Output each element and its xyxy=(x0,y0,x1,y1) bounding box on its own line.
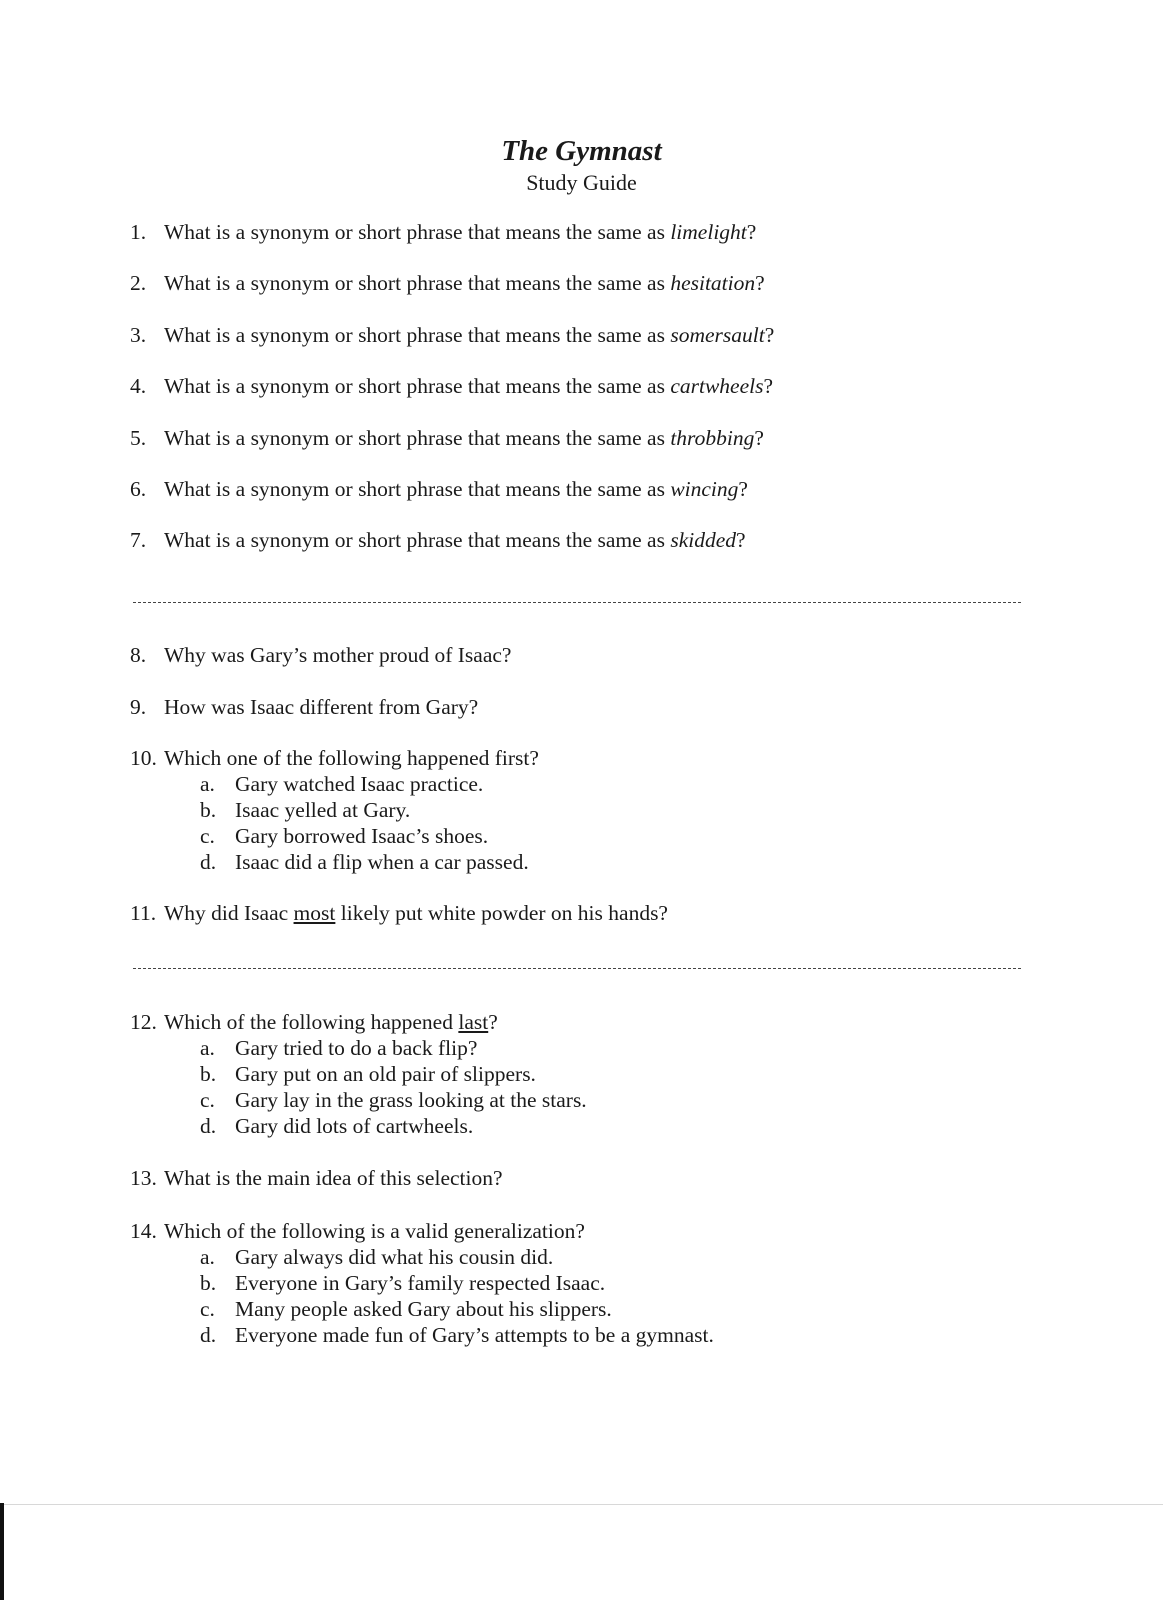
question-number: 3. xyxy=(130,323,147,347)
question-mark: ? xyxy=(738,477,748,501)
option-14b xyxy=(200,1270,605,1296)
option-letter: b. xyxy=(200,1062,217,1086)
question-mark: ? xyxy=(754,426,764,450)
question-7 xyxy=(130,527,746,553)
vocab-word: limelight xyxy=(670,220,747,244)
question-number: 2. xyxy=(130,271,147,295)
question-14 xyxy=(130,1218,585,1244)
section-divider xyxy=(133,602,1021,603)
option-letter: a. xyxy=(200,1245,215,1269)
question-text: Why did Isaac xyxy=(164,901,294,925)
question-mark: ? xyxy=(764,323,775,347)
question-number: 4. xyxy=(130,374,147,398)
option-text: Gary tried to do a back flip? xyxy=(235,1036,478,1060)
option-14c xyxy=(200,1296,612,1322)
question-13 xyxy=(130,1165,503,1191)
option-text: Everyone in Gary’s family respected Isaac. xyxy=(235,1271,606,1295)
question-text: What is a synonym or short phrase that means the same as xyxy=(164,220,671,244)
option-letter: a. xyxy=(200,772,215,796)
question-text: What is the main idea of this selection? xyxy=(164,1166,503,1190)
section-divider xyxy=(133,968,1021,969)
question-number: 12. xyxy=(130,1010,157,1034)
question-text: What is a synonym or short phrase that means the same as xyxy=(164,426,671,450)
question-5 xyxy=(130,425,764,451)
option-text: Gary put on an old pair of slippers. xyxy=(235,1062,536,1086)
page-title: The Gymnast xyxy=(501,135,662,167)
option-letter: b. xyxy=(200,1271,217,1295)
question-text: What is a synonym or short phrase that means the same as xyxy=(164,477,671,501)
option-14d xyxy=(200,1322,714,1348)
vocab-word: wincing xyxy=(670,477,739,501)
question-text: Which one of the following happened first? xyxy=(164,746,539,770)
page-subtitle: Study Guide xyxy=(526,170,637,195)
question-mark: ? xyxy=(736,528,746,552)
question-text-end: ? xyxy=(488,1010,498,1034)
scan-artifact-line xyxy=(0,1504,1163,1505)
option-letter: c. xyxy=(200,1088,215,1112)
option-letter: d. xyxy=(200,850,217,874)
option-12a xyxy=(200,1035,477,1061)
question-3 xyxy=(130,322,774,348)
question-number: 11. xyxy=(130,901,157,925)
option-text: Gary lay in the grass looking at the stars. xyxy=(235,1088,587,1112)
question-number: 1. xyxy=(130,220,147,244)
option-10d xyxy=(200,849,529,875)
question-text: Why was Gary’s mother proud of Isaac? xyxy=(164,643,512,667)
option-12d xyxy=(200,1113,473,1139)
question-text: What is a synonym or short phrase that means the same as xyxy=(164,528,671,552)
question-12 xyxy=(130,1009,498,1035)
question-text: What is a synonym or short phrase that means the same as xyxy=(164,374,671,398)
question-11 xyxy=(130,900,668,926)
question-text: Which of the following is a valid generalization? xyxy=(164,1219,585,1243)
scan-artifact-edge xyxy=(0,1503,4,1600)
question-6 xyxy=(130,476,748,502)
question-number: 5. xyxy=(130,426,147,450)
question-10 xyxy=(130,745,539,771)
question-4 xyxy=(130,373,773,399)
option-letter: c. xyxy=(200,1297,215,1321)
question-number: 13. xyxy=(130,1166,157,1190)
question-8 xyxy=(130,642,511,668)
option-letter: b. xyxy=(200,798,217,822)
question-number: 9. xyxy=(130,695,147,719)
option-text: Gary watched Isaac practice. xyxy=(235,772,484,796)
option-text: Everyone made fun of Gary’s attempts to be a gymnast. xyxy=(235,1323,714,1347)
question-mark: ? xyxy=(755,271,765,295)
option-12b xyxy=(200,1061,536,1087)
vocab-word: skidded xyxy=(670,528,737,552)
option-letter: a. xyxy=(200,1036,215,1060)
question-number: 8. xyxy=(130,643,147,667)
question-1 xyxy=(130,219,756,245)
option-14a xyxy=(200,1244,553,1270)
question-text: What is a synonym or short phrase that means the same as xyxy=(164,323,671,347)
question-text: What is a synonym or short phrase that means the same as xyxy=(164,271,671,295)
question-mark: ? xyxy=(763,374,774,398)
question-number: 6. xyxy=(130,477,147,501)
option-letter: d. xyxy=(200,1114,217,1138)
question-text-end: likely put white powder on his hands? xyxy=(335,901,668,925)
option-text: Isaac did a flip when a car passed. xyxy=(235,850,529,874)
question-number: 14. xyxy=(130,1219,157,1243)
option-text: Gary always did what his cousin did. xyxy=(235,1245,554,1269)
vocab-word: cartwheels xyxy=(670,374,764,398)
question-number: 10. xyxy=(130,746,157,770)
option-text: Gary did lots of cartwheels. xyxy=(235,1114,474,1138)
option-text: Gary borrowed Isaac’s shoes. xyxy=(235,824,489,848)
vocab-word: throbbing xyxy=(670,426,755,450)
question-mark: ? xyxy=(746,220,757,244)
vocab-word: somersault xyxy=(670,323,765,347)
option-letter: d. xyxy=(200,1323,217,1347)
question-2 xyxy=(130,270,765,296)
option-text: Many people asked Gary about his slippers. xyxy=(235,1297,612,1321)
emphasis-word: last xyxy=(458,1010,489,1034)
option-10c xyxy=(200,823,488,849)
question-9 xyxy=(130,694,478,720)
option-10b xyxy=(200,797,410,823)
option-letter: c. xyxy=(200,824,215,848)
option-10a xyxy=(200,771,483,797)
question-text: How was Isaac different from Gary? xyxy=(164,695,479,719)
option-12c xyxy=(200,1087,587,1113)
question-text: Which of the following happened xyxy=(164,1010,459,1034)
option-text: Isaac yelled at Gary. xyxy=(235,798,411,822)
vocab-word: hesitation xyxy=(670,271,756,295)
emphasis-word: most xyxy=(293,901,336,925)
question-number: 7. xyxy=(130,528,147,552)
